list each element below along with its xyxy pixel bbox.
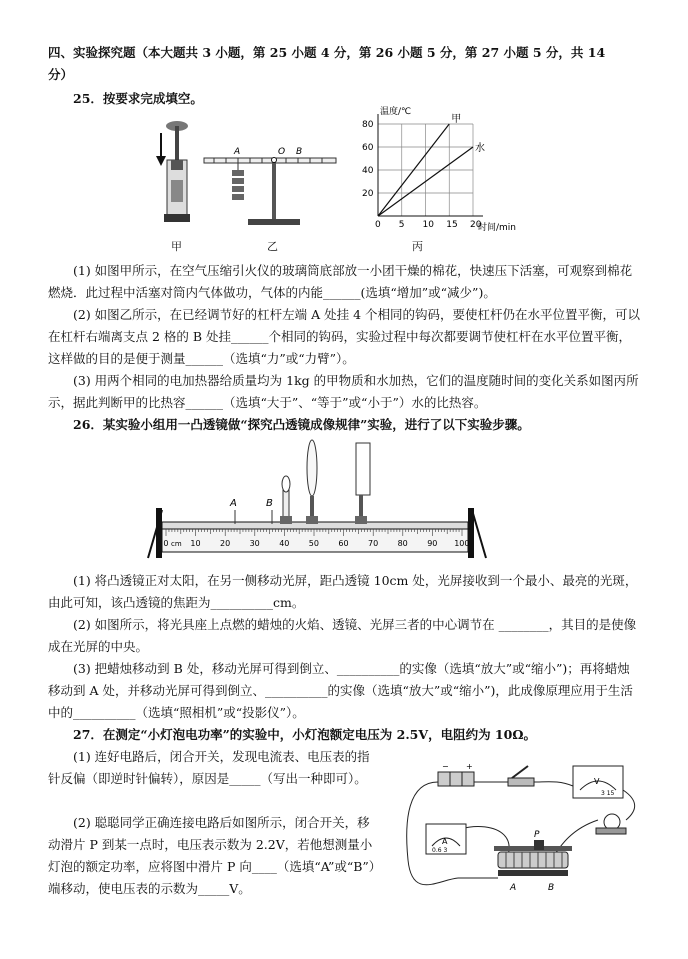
chart-xtick: 20 xyxy=(470,220,482,230)
chart-series-label-2: 水 xyxy=(475,143,485,154)
chart-ylabel: 温度/℃ xyxy=(380,107,412,117)
chart-series-label-1: 甲 xyxy=(451,114,462,125)
bench-tick-label: 60 xyxy=(338,539,349,548)
q26-title: 26．某实验小组用一凸透镜做“探究凸透镜成像规律”实验，进行了以下实验步骤。 xyxy=(73,417,530,432)
lever-figure xyxy=(200,140,345,235)
chart-ytick: 20 xyxy=(362,189,374,199)
q25-part2: (2) 如图乙所示，在已经调节好的杠杆左端 A 处挂 4 个相同的钩码，要使杠杆仍在水平位置平衡，可以在杠杆右端离支点 2 格的 B 处挂______个相同的钩码，实验过程中每次都要调节使杠杆在水平位置平衡，这样做的目的是便于测量______（选填“力”或“力臂”）。 xyxy=(48,307,641,366)
bench-tick-label: 80 xyxy=(397,539,408,548)
q27-part2: (2) 聪聪同学正确连接电路后如图所示，闭合开关，移动滑片 P 到某一点时，电压表示数为 2.2V，若他想测量小灯泡的额定功率，应将图中滑片 P 向____（选填“A”或“B”）端移动，使电压表的示数为_____V。 xyxy=(48,815,382,896)
chart-ytick: 40 xyxy=(362,166,374,176)
bench-point-b: B xyxy=(266,498,273,509)
rheostat-a: A xyxy=(510,883,517,893)
chart-ytick: 60 xyxy=(362,143,374,153)
bench-tick-label: 70 xyxy=(368,539,379,548)
q26-part3: (3) 把蜡烛移动到 B 处，移动光屏可得到倒立、__________的实像（选填“放大”或“缩小”)；再将蜡烛移动到 A 处，并移动光屏可得到倒立、__________的实像（选填“放大”或“缩小”)，此成像原理应用于生活中的__________（选填“照相机”或“投影仪”）。 xyxy=(48,661,633,720)
fig-label-jia: 甲 xyxy=(171,240,182,253)
lever-label-a: A xyxy=(234,147,241,157)
bench-tick-label: 100 xyxy=(454,539,470,548)
battery-minus: − xyxy=(442,762,449,771)
ammeter-label: A xyxy=(442,837,448,846)
bench-tick-label: 50 xyxy=(308,539,319,548)
bench-tick-label: 40 xyxy=(279,539,290,548)
battery-plus: + xyxy=(466,762,473,771)
bench-tick-label: 0 xyxy=(163,539,169,548)
lever-label-o: O xyxy=(278,147,286,157)
q27-part1: (1) 连好电路后，闭合开关，发现电流表、电压表的指针反偏（即逆时针偏转），原因是_____（写出一种即可）。 xyxy=(48,749,370,786)
q25-part3: (3) 用两个相同的电加热器给质量均为 1kg 的甲物质和水加热，它们的温度随时间的变化关系如图丙所示，据此判断甲的比热容______（选填“大于”、“等于”或“小于”）水的比热容。 xyxy=(48,373,639,410)
rheostat-b: B xyxy=(548,883,555,893)
optical-bench-figure xyxy=(140,438,490,563)
lever-label-b: B xyxy=(296,147,303,157)
chart-ytick: 80 xyxy=(362,120,374,130)
chart-xtick: 15 xyxy=(446,220,458,230)
circuit-figure xyxy=(398,760,648,900)
q26-part1: (1) 将凸透镜正对太阳，在另一侧移动光屏，距凸透镜 10cm 处，光屏接收到一个最小、最亮的光斑，由此可知，该凸透镜的焦距为__________cm。 xyxy=(48,573,638,610)
bench-tick-label: 90 xyxy=(427,539,438,548)
q26-part2: (2) 如图所示，将光具座上点燃的蜡烛的火焰、透镜、光屏三者的中心调节在 ________，其目的是使像成在光屏的中央。 xyxy=(48,617,637,654)
temperature-time-chart xyxy=(350,102,540,237)
ammeter-scale: 0.6 3 xyxy=(432,847,448,854)
bench-point-a: A xyxy=(230,498,237,509)
bench-tick-label: 30 xyxy=(249,539,260,548)
chart-xlabel: 时间/min xyxy=(478,223,517,233)
bench-tick-label: 10 xyxy=(190,539,201,548)
voltmeter-label: V xyxy=(594,777,600,786)
bench-tick-label: 20 xyxy=(220,539,231,548)
bench-unit: cm xyxy=(171,540,182,548)
voltmeter-scale: 3 15 xyxy=(601,790,615,797)
rheostat-p: P xyxy=(534,830,540,840)
section-heading: 四、实验探究题（本大题共 3 小题，第 25 小题 4 分，第 26 小题 5 分，第 27 小题 5 分，共 14 分） xyxy=(48,45,606,82)
chart-xtick: 10 xyxy=(422,220,434,230)
q25-title: 25．按要求完成填空。 xyxy=(73,91,203,106)
chart-xtick: 0 xyxy=(375,220,381,230)
fig-label-bing: 丙 xyxy=(412,240,423,253)
chart-xtick: 5 xyxy=(398,220,405,230)
q27-title: 27．在测定“小灯泡电功率”的实验中，小灯泡额定电压为 2.5V，电阻约为 10Ω。 xyxy=(73,727,536,742)
fire-piston-figure xyxy=(150,118,200,228)
q25-part1: (1) 如图甲所示，在空气压缩引火仪的玻璃筒底部放一小团干燥的棉花，快速压下活塞，可观察到棉花燃烧．此过程中活塞对筒内气体做功，气体的内能______(选填“增加”或“减少”)。 xyxy=(48,263,633,300)
fig-label-yi: 乙 xyxy=(267,240,278,253)
